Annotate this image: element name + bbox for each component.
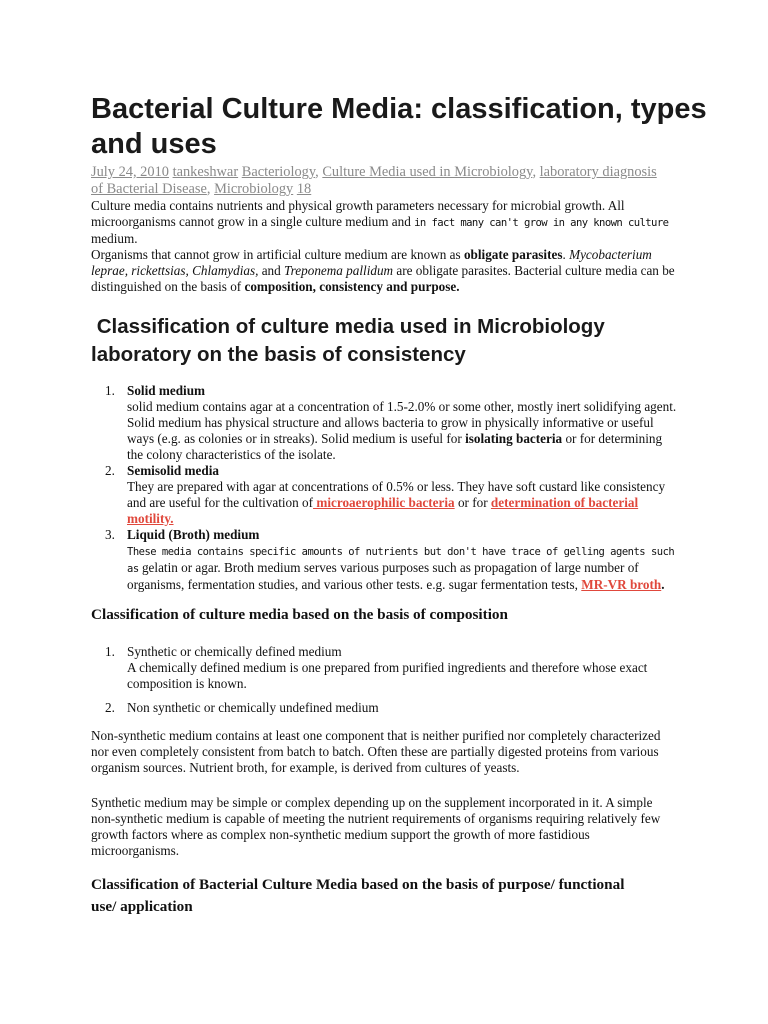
mr-vr-broth-link[interactable]: MR-VR broth xyxy=(581,577,662,592)
section-heading-purpose: Classification of Bacterial Culture Media based on the basis of purpose/ functional use/ application xyxy=(91,876,625,915)
section-heading-composition: Classification of culture media based on the basis of composition xyxy=(91,606,508,623)
article-title: Bacterial Culture Media: classification, types and uses xyxy=(91,93,707,160)
list-item-non-synthetic-medium: 2. Non synthetic or chemically undefined medium xyxy=(105,700,379,715)
list-item-semisolid-media: 2. Semisolid media They are prepared with agar at concentrations of 0.5% or less. They have soft custard like consistency and are useful for the cultivation of microaerophilic bacteria or for determination of bacterial motility. xyxy=(105,463,666,526)
paragraph-synthetic: Synthetic medium may be simple or complex depending up on the supplement incorporated in it. A simple non-synthetic medium is capable of meeting the nutrient requirements of organisms requiring relatively few growth factors where as complex non-synthetic medium support the growth of more fastidious microorganisms. xyxy=(91,795,661,858)
item-heading: Liquid (Broth) medium xyxy=(127,527,260,542)
item-heading: Semisolid media xyxy=(127,463,219,478)
post-date-link[interactable]: July 24, 2010 xyxy=(91,164,169,180)
list-item-synthetic-medium: 1. Synthetic or chemically defined medium A chemically defined medium is one prepared from purified ingredients and therefore whose exact composition is known. xyxy=(105,644,648,691)
article-meta: July 24, 2010 tankeshwar Bacteriology, Culture Media used in Microbiology, laboratory diagnosis of Bacterial Disease, Microbiology 18 xyxy=(91,164,657,197)
composition-list xyxy=(91,644,681,716)
section-heading-consistency: Classification of culture media used in Microbiology laboratory on the basis of consistency xyxy=(91,315,611,366)
comment-count-link[interactable]: 18 xyxy=(296,181,312,197)
category-link-microbiology[interactable]: Microbiology xyxy=(214,181,294,197)
bacterial-motility-link[interactable]: determination of bacterial motility. xyxy=(127,495,639,526)
intro-text xyxy=(91,198,691,295)
consistency-list xyxy=(91,383,681,593)
item-heading: Solid medium xyxy=(127,383,206,398)
intro-paragraph-2: Organisms that cannot grow in artificial culture medium are known as obligate parasites. Mycobacterium leprae, rickettsias, Chlamydias, and Treponema pallidum are obligate parasites. Bacterial culture media can be distinguished on the basis of composition, consistency and purpose. xyxy=(91,247,675,294)
paragraph-non-synthetic: Non-synthetic medium contains at least one component that is neither purified nor completely characterized nor even completely consistent from batch to batch. Often these are partially digested proteins from various organism sources. Nutrient broth, for example, is derived from cultures of yeasts. xyxy=(91,728,661,775)
category-link-bacteriology[interactable]: Bacteriology xyxy=(241,164,316,180)
intro-paragraph-1: Culture media contains nutrients and physical growth parameters necessary for microbial growth. All microorganisms cannot grow in a single culture medium and in fact many can't grow in any known culture medium. xyxy=(91,198,669,246)
category-link-lab-diagnosis[interactable]: laboratory diagnosis of Bacterial Disease xyxy=(91,164,657,197)
list-item-solid-medium: 1. Solid medium solid medium contains agar at a concentration of 1.5-2.0% or some other, mostly inert solidifying agent. Solid medium has physical structure and allows bacteria to grow in physically informative or useful ways (e.g. as colonies or in streaks). Solid medium is useful for isolating bacteria or for determining the colony characteristics of the isolate. xyxy=(105,383,677,462)
list-item-liquid-broth-medium: 3. Liquid (Broth) medium These media contains specific amounts of nutrients but don't have trace of gelling agents such as gelatin or agar. Broth medium serves various purposes such as propagation of large number of organisms, fermentation studies, and various other tests. e.g. sugar fermentation tests, MR-VR broth. xyxy=(105,527,675,592)
category-link-culture-media[interactable]: Culture Media used in Microbiology xyxy=(322,164,533,180)
microaerophilic-bacteria-link[interactable]: microaerophilic bacteria xyxy=(313,495,455,510)
author-link[interactable]: tankeshwar xyxy=(172,164,239,180)
